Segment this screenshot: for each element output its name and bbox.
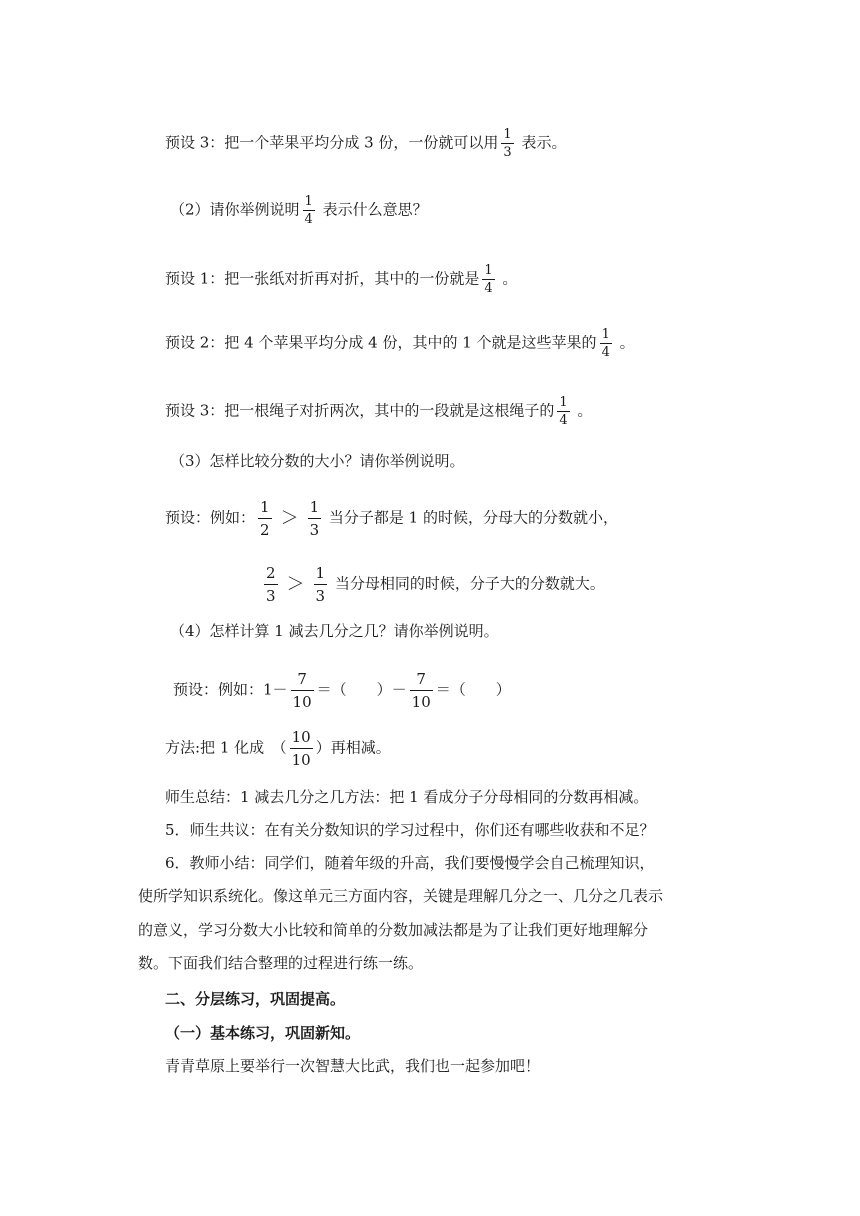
question-4: （4）怎样计算 1 减去几分之几？请你举例说明。 [170, 622, 499, 640]
fraction-one-quarter: $\frac{1}{4}$ [304, 194, 313, 227]
fraction-one-quarter: $\frac{1}{4}$ [484, 263, 493, 296]
preset-compare-1: 预设：例如： $\frac{1}{2}$ ＞ $\frac{1}{3}$ 当分子都是 1 的时候，分母大的分数就小， [165, 498, 618, 539]
preset-3-apple: 预设 3：把一个苹果平均分成 3 份，一份就可以用 $\frac{1}{3}$ 表示。 [165, 127, 567, 160]
method-line: 方法:把 1 化成 （ $\frac{10}{10}$ ）再相减。 [165, 728, 391, 769]
question-3: （3）怎样比较分数的大小？请你举例说明。 [170, 452, 465, 470]
fraction-b: $\frac{1}{3}$ [315, 564, 326, 605]
intro-line: 青青草原上要举行一次智慧大比武，我们也一起参加吧！ [165, 1057, 541, 1075]
item-6-cont-2: 的意义，学习分数大小比较和简单的分数加减法都是为了让我们更好地理解分 [138, 921, 649, 939]
fraction-b: $\frac{1}{3}$ [309, 498, 320, 539]
preset-1-paper: 预设 1：把一张纸对折再对折，其中的一份就是 $\frac{1}{4}$ 。 [165, 263, 518, 296]
subsection-heading: （一）基本练习，巩固新知。 [165, 1024, 361, 1042]
summary-line: 师生总结：1 减去几分之几方法：把 1 看成分子分母相同的分数再相减。 [165, 788, 649, 806]
preset-3-rope: 预设 3：把一根绳子对折两次，其中的一段就是这根绳子的 $\frac{1}{4}$ 。 [165, 395, 593, 428]
preset-compare-2: $\frac{2}{3}$ ＞ $\frac{1}{3}$ 当分母相同的时候，分子大的分数就大。 [266, 564, 605, 605]
section-heading: 二、分层练习，巩固提高。 [165, 990, 346, 1008]
preset-subtract: 预设：例如：1－ $\frac{7}{10}$ ＝（ ）－ $\frac{7}{10}$ ＝（ ） [173, 670, 511, 711]
fraction-ten-tenths: $\frac{10}{10}$ [291, 728, 311, 769]
question-2: （2）请你举例说明 $\frac{1}{4}$ 表示什么意思？ [170, 194, 428, 227]
fraction-one-third: $\frac{1}{3}$ [503, 127, 512, 160]
fraction-seven-tenths: $\frac{7}{10}$ [292, 670, 312, 711]
fraction-a: $\frac{2}{3}$ [266, 564, 276, 605]
fraction-seven-tenths: $\frac{7}{10}$ [411, 670, 431, 711]
fraction-one-quarter: $\frac{1}{4}$ [559, 395, 568, 428]
preset-2-apples: 预设 2：把 4 个苹果平均分成 4 份，其中的 1 个就是这些苹果的 $\frac{1}{4}$ 。 [165, 327, 635, 360]
item-6-cont-1: 使所学知识系统化。像这单元三方面内容，关键是理解几分之一、几分之几表示 [138, 887, 664, 905]
fraction-a: $\frac{1}{2}$ [260, 498, 270, 539]
fraction-one-quarter: $\frac{1}{4}$ [601, 327, 610, 360]
item-6-cont-3: 数。下面我们结合整理的过程进行练一练。 [138, 954, 424, 972]
item-5: 5．师生共议：在有关分数知识的学习过程中，你们还有哪些收获和不足？ [165, 821, 655, 839]
item-6: 6．教师小结：同学们，随着年级的升高，我们要慢慢学会自己梳理知识， [165, 854, 655, 872]
